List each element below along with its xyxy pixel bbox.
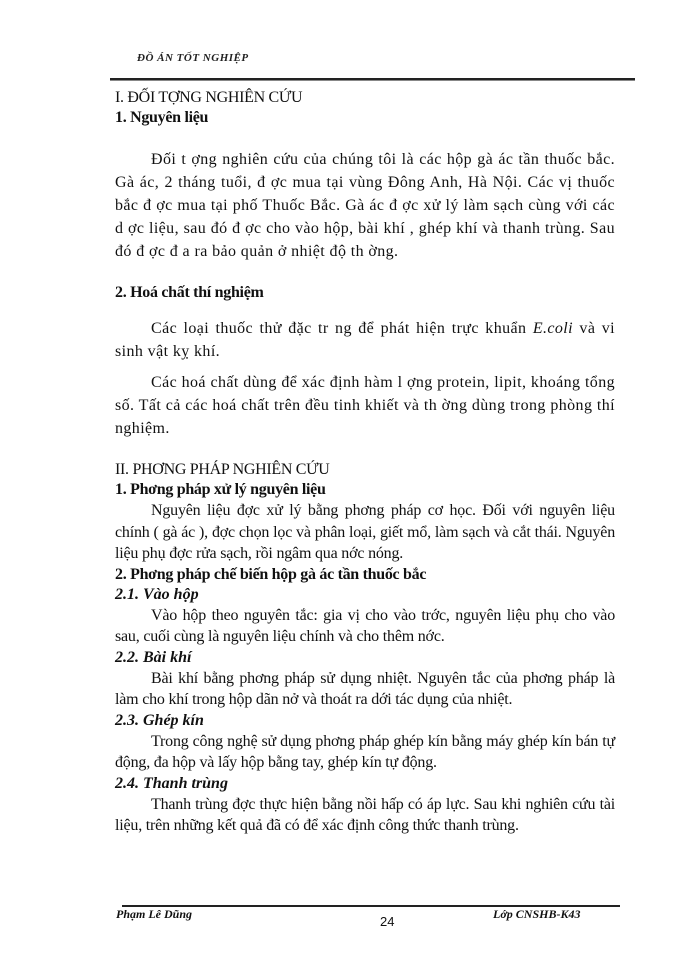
paragraph-processing: Nguyên liệu đợc xử lý bằng phơng pháp cơ học. Đối với nguyên liệu chính ( gà ác ), đợc chọn lọc và phân loại, giết mổ, làm sạch và cắt thái. Nguyên liệu phụ đợc rửa sạch, rồi ngâm qua nớc nóng. (115, 502, 615, 562)
subsection-heading-chemicals: 2. Hoá chất thí nghiệm (115, 284, 264, 301)
header-title: ĐỒ ÁN TỐT NGHIỆP (137, 52, 249, 64)
paragraph-materials: Đối t ợng nghiên cứu của chúng tôi là các hộp gà ác tần thuốc bắc. Gà ác, 2 tháng tuổi, đ ợc mua tại vùng Đông Anh, Hà Nội. Các vị thuốc bắc đ ợc mua tại phố Thuốc Bắc. Gà ác đ ợc xử lý làm sạch cùng với các d ợc liệu, sau đó đ ợc cho vào hộp, bài khí , ghép khí và thanh trùng. Sau đó đ ợc đ a ra bảo quản ở nhiệt độ th ờng. (115, 151, 615, 260)
item-heading-sealing: 2.3. Ghép kín (115, 711, 204, 729)
paragraph-filling: Vào hộp theo nguyên tắc: gia vị cho vào trớc, nguyên liệu phụ cho vào sau, cuối cùng là nguyên liệu chính và cho thêm nớc. (115, 606, 615, 645)
item-heading-exhausting: 2.2. Bài khí (115, 648, 192, 666)
section-heading-2: II. PHƠNG PHÁP NGHIÊN CỨU (115, 461, 330, 478)
paragraph-reagents-text-b: và vi sinh vật kỵ khí. (115, 320, 615, 360)
paragraph-chemicals: Các hoá chất dùng để xác định hàm l ợng protein, lipit, khoáng tổng số. Tất cả các hoá chất trên đều tinh khiết và th ờng dùng trong phòng thí nghiệm. (115, 374, 615, 437)
subsection-heading-processing: 1. Phơng pháp xử lý nguyên liệu (115, 481, 326, 498)
header-divider (110, 78, 635, 81)
spacer (115, 128, 615, 148)
subsection-heading-materials: 1. Nguyên liệu (115, 109, 209, 126)
item-heading-filling: 2.1. Vào hộp (115, 585, 199, 603)
page-number: 24 (380, 914, 395, 929)
footer-class: Lớp CNSHB-K43 (493, 907, 581, 921)
spacer (115, 363, 615, 371)
spacer (115, 303, 615, 317)
paragraph-sterilization: Thanh trùng đợc thực hiện bằng nồi hấp có áp lực. Sau khi nghiên cứu tài liệu, trên những kết quả đã có để xác định công thức thanh trùng. (115, 795, 615, 834)
spacer (115, 263, 615, 283)
paragraph-reagents (115, 317, 615, 363)
paragraph-reagents-text-a: Các loại thuốc thử đặc tr ng để phát hiện trực khuẩn (151, 320, 533, 337)
organism-name: E.coli (532, 320, 573, 337)
subsection-heading-canning: 2. Phơng pháp chế biến hộp gà ác tần thuốc bắc (115, 565, 427, 583)
footer-author: Phạm Lê Dũng (116, 907, 193, 921)
paragraph-sealing: Trong công nghệ sử dụng phơng pháp ghép kín bằng máy ghép kín bán tự động, đa hộp và lấy hộp bằng tay, ghép kín tự động. (115, 732, 615, 771)
paragraph-exhausting: Bài khí bằng phơng pháp sử dụng nhiệt. Nguyên tắc của phơng pháp là làm cho khí trong hộp dãn nở và thoát ra dới tác dụng của nhiệt. (115, 669, 615, 708)
spacer (115, 440, 615, 460)
section-heading-1: I. ĐỐI TỢNG NGHIÊN CỨU (115, 89, 303, 106)
document-body (115, 88, 615, 837)
item-heading-sterilization: 2.4. Thanh trùng (115, 774, 228, 792)
